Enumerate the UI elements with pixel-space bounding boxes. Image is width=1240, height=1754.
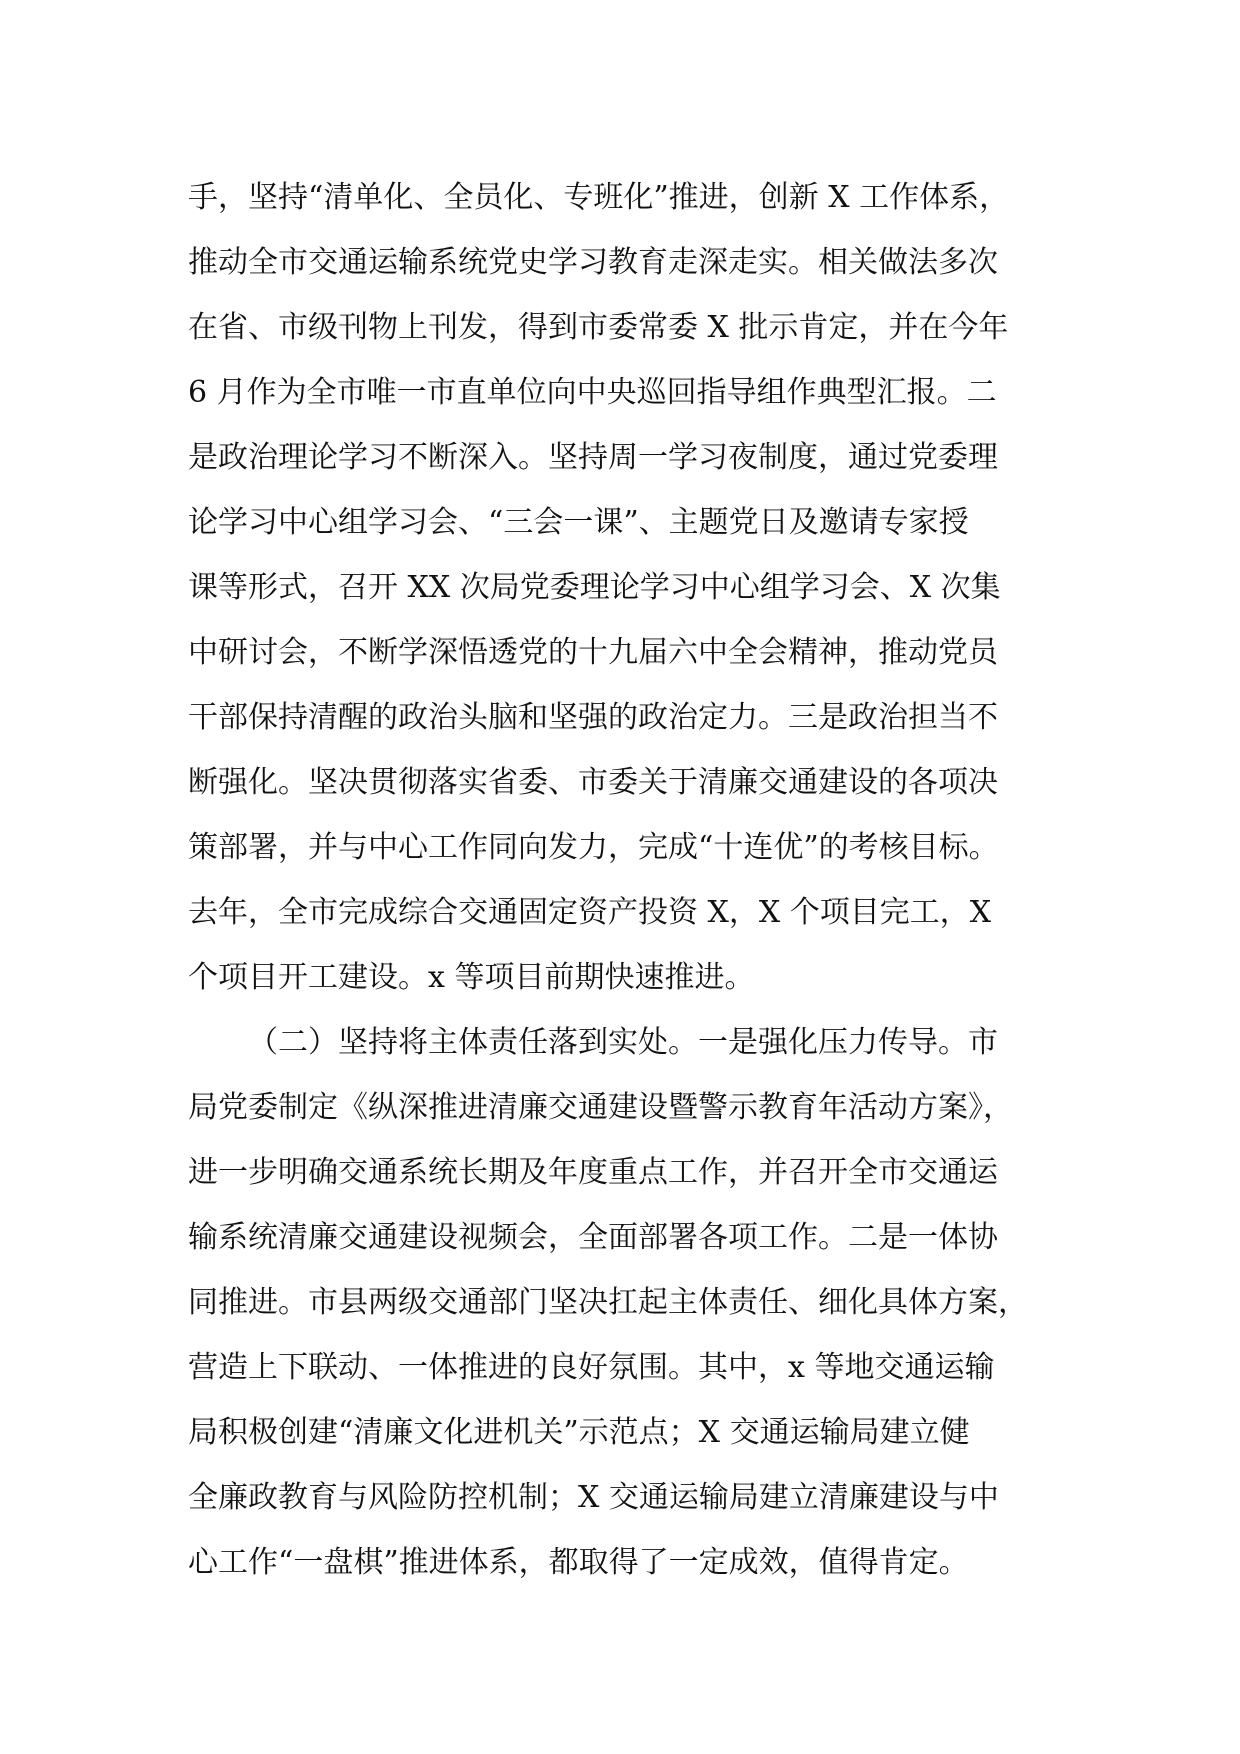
text-line: 干部保持清醒的政治头脑和坚强的政治定力。三是政治担当不 [188,700,998,735]
text-line: 心工作“一盘棋”推进体系，都取得了一定成效，值得肯定。 [188,1545,969,1580]
text-line: 局党委制定《纵深推进清廉交通建设暨警示教育年活动方案》， [188,1090,1013,1125]
text-line: 6 月作为全市唯一市直单位向中央巡回指导组作典型汇报。二 [188,375,997,410]
text-line: 推动全市交通运输系统党史学习教育走深走实。相关做法多次 [188,245,998,280]
text-line: 在省、市级刊物上刊发，得到市委常委 X 批示肯定，并在今年 [188,310,1009,345]
text-line: 输系统清廉交通建设视频会，全面部署各项工作。二是一体协 [188,1220,998,1255]
section-heading-line: （二）坚持将主体责任落到实处。一是强化压力传导。市 [248,1025,998,1060]
text-line: 手，坚持“清单化、全员化、专班化”推进，创新 X 工作体系， [188,180,1010,215]
text-line: 论学习中心组学习会、“三会一课”、主题党日及邀请专家授 [188,505,969,540]
text-line: 进一步明确交通系统长期及年度重点工作，并召开全市交通运 [188,1155,998,1190]
text-line: 课等形式，召开 XX 次局党委理论学习中心组学习会、X 次集 [188,570,1001,605]
text-line: 营造上下联动、一体推进的良好氛围。其中，x 等地交通运输 [188,1350,995,1385]
text-line: 全廉政教育与风险防控机制；X 交通运输局建立清廉建设与中 [188,1480,999,1515]
text-line: 是政治理论学习不断深入。坚持周一学习夜制度，通过党委理 [188,440,998,475]
text-line: 断强化。坚决贯彻落实省委、市委关于清廉交通建设的各项决 [188,765,998,800]
text-line: 个项目开工建设。x 等项目前期快速推进。 [188,960,755,995]
text-line: 去年，全市完成综合交通固定资产投资 X，X 个项目完工，X [188,895,992,930]
text-line: 中研讨会，不断学深悟透党的十九届六中全会精神，推动党员 [188,635,998,670]
text-line: 同推进。市县两级交通部门坚决扛起主体责任、细化具体方案， [188,1285,1028,1320]
text-line: 局积极创建“清廉文化进机关”示范点；X 交通运输局建立健 [188,1415,970,1450]
text-line: 策部署，并与中心工作同向发力，完成“十连优”的考核目标。 [188,830,999,865]
body-text [188,165,1088,1595]
